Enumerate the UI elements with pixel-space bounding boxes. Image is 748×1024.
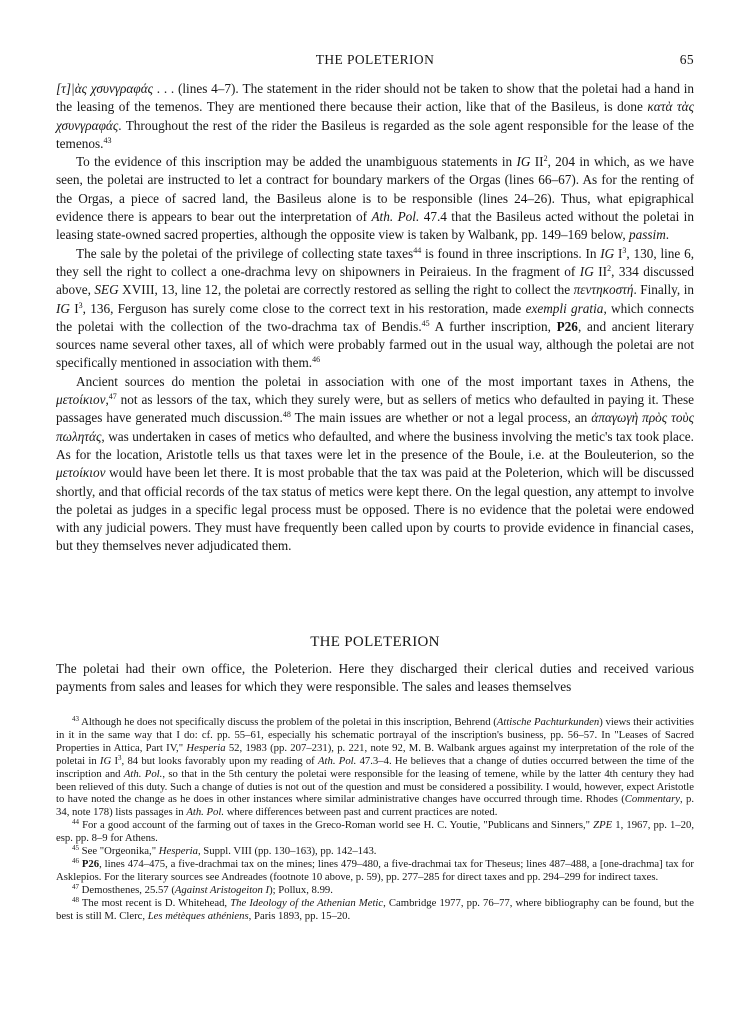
superscript-ref: 44 xyxy=(72,818,79,827)
text-run: , was undertaken in cases of metics who defaulted, and where the business involving the metic's tax took place. As for the location, Aristotle tells us that taxes were let in the presence of the Boule, i.e. at the Bouleuterion, so the xyxy=(56,428,694,462)
text-run: The main issues are whether or not a legal process, an xyxy=(290,410,592,426)
text-run: IG xyxy=(579,263,594,279)
footnotes xyxy=(56,716,694,923)
text-run: Demosthenes, 25.57 ( xyxy=(79,883,175,896)
text-run: ZPE xyxy=(593,819,613,832)
text-run: passim xyxy=(628,227,666,243)
text-run: I xyxy=(614,245,623,261)
footnote xyxy=(56,845,694,858)
text-run: , Suppl. VIII (pp. 130–163), pp. 142–143. xyxy=(197,845,377,858)
footnote xyxy=(56,858,694,884)
text-run: , lines 474–475, a five-drachmai tax on the mines; lines 479–480, a five-drachmai tax for Theseus; lines 487–488, a [one-drachma] tax for Asklepios. For the literary sources see Andreades (footnote 10 above, p. 59), pp. 277–285 for direct taxes and pp. 294–299 for indirect taxes. xyxy=(56,857,694,883)
footnote xyxy=(56,716,694,819)
text-run: For a good account of the farming out of taxes in the Greco-Roman world see H. C. Youtie, "Publicans and Sinners," xyxy=(79,819,594,832)
text-run: Attische Pachturkunden xyxy=(496,716,600,728)
superscript-ref: 48 xyxy=(282,410,291,420)
text-run: πεντηκοστή xyxy=(573,282,634,298)
superscript-ref: 2 xyxy=(543,154,548,164)
body-paragraph xyxy=(56,245,694,373)
text-run: XVIII, 13, line 12, the poletai are correctly restored as selling the right to collect the xyxy=(118,282,574,298)
superscript-ref: 3 xyxy=(78,300,83,310)
text-run: IG xyxy=(516,154,531,170)
superscript-ref: 3 xyxy=(118,753,122,762)
text-run: . Throughout the rest of the rider the Basileus is regarded as the sole agent responsible for the lease of the temenos. xyxy=(56,117,694,151)
section-text xyxy=(56,660,694,697)
text-run: ) views their activities in it in the same way that I do: cf. pp. 55–61, especially his schematic portrayal of the inscription's business, pp. 56–57. In "Leases of Sacred Properties in Attica, Part IV," xyxy=(56,716,694,754)
text-run: . Finally, in xyxy=(633,282,694,298)
body-paragraph xyxy=(56,80,694,153)
section-paragraph: The poletai had their own office, the Poleterion. Here they discharged their clerical duties and received various payments from sales and leases for which they were responsible. The sales and leases themselves xyxy=(56,661,694,695)
body-paragraph xyxy=(56,153,694,244)
text-run: Commentary xyxy=(624,793,681,806)
superscript-ref: 2 xyxy=(607,263,612,273)
text-run: Against Aristogeiton I xyxy=(174,883,270,896)
text-run: Les métèques athéniens xyxy=(147,909,249,922)
superscript-ref: 47 xyxy=(72,882,79,891)
text-run: , 84 but looks favorably upon my reading of xyxy=(121,754,319,767)
superscript-ref: 48 xyxy=(72,895,79,904)
text-run: 52, 1983 (pp. 207–231), p. 221, note 92, M. B. Walbank argues against my interpretation of the role of the poletai in xyxy=(56,741,694,767)
superscript-ref: 45 xyxy=(72,844,79,853)
text-run: , Cambridge 1977, pp. 76–77, where bibliography can be found, but the best is still M. Clerc, xyxy=(56,896,694,922)
superscript-ref: 46 xyxy=(312,355,321,365)
text-run: To the evidence of this inscription may be added the unambiguous statements in xyxy=(76,154,517,170)
text-run: II xyxy=(593,263,608,279)
text-run: is found in three inscriptions. In xyxy=(421,245,601,261)
text-run: Ath. Pol. xyxy=(318,754,357,767)
text-run: IG xyxy=(600,245,615,261)
text-run: Hesperia xyxy=(158,845,198,858)
text-run: , p. 34, note 178) lists passages in xyxy=(56,793,694,819)
text-run: IG xyxy=(99,754,112,767)
superscript-ref: 46 xyxy=(72,856,79,865)
text-run: I xyxy=(69,300,79,316)
text-run: [τ]|ὰς χσυνγραφάς xyxy=(56,81,154,96)
text-run: The Ideology of the Athenian Metic xyxy=(230,896,384,909)
text-run: Hesperia xyxy=(186,741,226,754)
text-run: I xyxy=(111,754,119,767)
page-number: 65 xyxy=(679,52,694,67)
superscript-ref: 43 xyxy=(103,135,112,145)
text-run: A further inscription, xyxy=(429,318,557,334)
text-run: 1, 1967, pp. 1–20, esp. pp. 8–9 for Athens. xyxy=(56,819,695,845)
text-run: , 334 discussed above, xyxy=(56,263,694,298)
text-run: P26 xyxy=(81,857,100,870)
text-run: ); Pollux, 8.99. xyxy=(269,883,333,896)
text-run: , and ancient literary sources name several other taxes, all of which were probably farmed out in the usual way, although the poletai are not specifically mentioned in association with them. xyxy=(56,318,694,371)
text-run: . xyxy=(665,227,670,243)
superscript-ref: 47 xyxy=(108,392,117,402)
text-run: Ath. Pol. xyxy=(186,806,225,819)
text-run: μετοίκιον xyxy=(56,465,106,481)
superscript-ref: 3 xyxy=(622,245,627,255)
text-run: , xyxy=(105,392,109,408)
text-run: The most recent is D. Whitehead, xyxy=(79,896,231,909)
text-run: μετοίκιον xyxy=(56,392,106,408)
text-run: II xyxy=(530,154,544,170)
footnote xyxy=(56,884,694,897)
text-run: κατὰ τὰς χσυνγραφάς xyxy=(56,99,694,133)
text-run: ἀπαγωγὴ πρὸς τοὺς πωλητάς xyxy=(56,410,694,444)
superscript-ref: 44 xyxy=(413,245,422,255)
text-run: , Paris 1893, pp. 15–20. xyxy=(248,909,351,922)
text-run: Ancient sources do mention the poletai in association with one of the most important taxes in Athens, the xyxy=(76,373,694,389)
section-heading: THE POLETERION xyxy=(310,634,440,650)
text-run: Although he does not specifically discuss the problem of the poletai in this inscription, Behrend ( xyxy=(79,716,497,728)
superscript-ref: 43 xyxy=(72,715,79,723)
text-run: , which connects the poletai with the collection of the two-drachma tax of Bendis. xyxy=(56,300,694,334)
text-run: exempli gratia xyxy=(525,300,604,316)
text-run: would have been let there. It is most probable that the tax was paid at the Poleterion, which will be discussed shortly, and that official records of the tax status of metics were kept there. On the legal question, any attempt to involve the poletai as judges in a specific legal process must be opposed. There is no evidence that the poletai were endowed with any judicial powers. They must have frequently been called upon by courts to provide evidence in financial cases, but they themselves never adjudicated them. xyxy=(56,465,694,554)
text-run: IG xyxy=(56,300,70,316)
text-run: . . . (lines 4–7). The statement in the rider should not be taken to show that the poletai had a hand in the leasing of the temenos. They are mentioned there because their action, like that of the Basileus, is done xyxy=(56,81,694,115)
text-run: 47.4 that the Basileus acted without the poletai in leasing state-owned sacred properties, although the opposite view is taken by Walbank, pp. 149–169 below, xyxy=(56,209,694,243)
text-run: , 130, line 6, they sell the right to collect a one-drachma levy on shipowners in Peiraieus. In the fragment of xyxy=(56,245,695,279)
text-run: , 136, Ferguson has surely come close to the correct text in his restoration, made xyxy=(82,300,526,316)
text-run: The sale by the poletai of the privilege of collecting state taxes xyxy=(76,245,414,261)
text-run: Ath. Pol. xyxy=(123,767,163,780)
body-text xyxy=(56,80,694,556)
superscript-ref: 45 xyxy=(421,318,430,328)
text-run: See "Orgeonika," xyxy=(79,845,159,858)
text-run: , so that in the 5th century the poletai were responsible for the leasing of temene, while by the latter 4th century they had been relieved of this duty. Such a change of duties is not out of the question and must be considered a possibility. I would, however, expect Aristotle to have noted the change as he does in other instances where similar administrative changes have occurred through time. Rhodes ( xyxy=(56,767,694,806)
running-header xyxy=(56,52,694,72)
text-run: where differences between past and current practices are noted. xyxy=(224,806,498,819)
text-run: SEG xyxy=(94,282,119,298)
text-run: Ath. Pol. xyxy=(371,209,420,225)
text-run: not as lessors of the tax, which they surely were, but as sellers of metics who defaulted in paying it. These passages have generated much discussion. xyxy=(56,392,694,426)
text-run: , 204 in which, as we have seen, the poletai are instructed to let a contract for boundary markers of the Orgas (lines 66–67). As for the renting of the Orgas, a piece of sacred land, the Basileus alone is to be responsible (lines 24–26). Thus, what epigraphical evidence there is appears to bear out the interpretation of xyxy=(56,154,695,225)
body-paragraph xyxy=(56,373,694,556)
text-run: 47.3–4. He believes that a change of duties occurred between the time of the inscription and xyxy=(56,754,694,780)
running-title: THE POLETERION xyxy=(315,52,435,67)
footnote xyxy=(56,819,694,845)
footnote xyxy=(56,897,694,923)
text-run: P26 xyxy=(556,318,578,334)
